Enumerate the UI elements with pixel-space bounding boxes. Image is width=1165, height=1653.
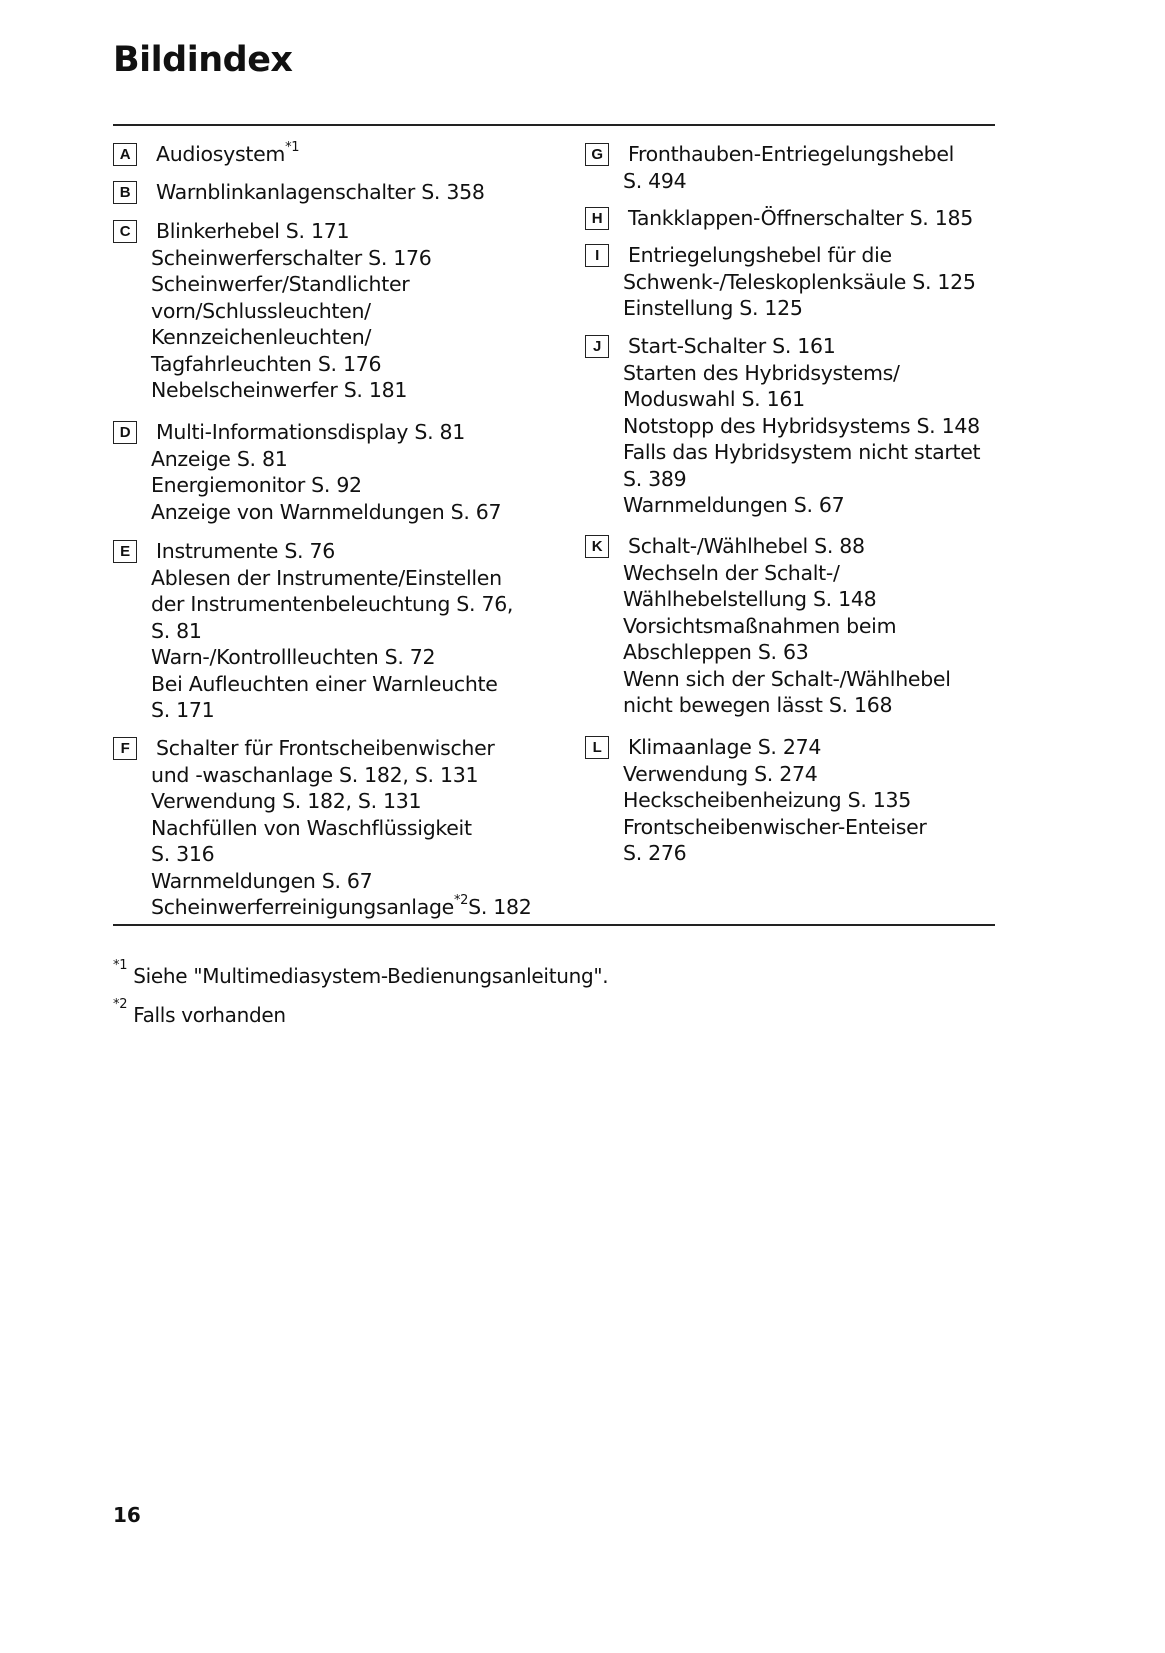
entry-text: vorn/Schlussleuchten/ (151, 298, 371, 323)
entry-text: S. 171 (151, 698, 215, 722)
entry-text: Tankklappen-Öffnerschalter S. 185 (628, 206, 973, 230)
entry-text: Verwendung S. 274 (623, 761, 818, 786)
entry-line[interactable] (585, 533, 995, 560)
page-reference: S. 182 (468, 895, 532, 919)
entry-text: Starten des Hybridsystems/ (623, 360, 900, 385)
entry-text: Fronthauben-Entriegelungshebel (628, 142, 955, 166)
entry-text: Scheinwerfer/Standlichter (151, 272, 410, 296)
index-entry-d (113, 419, 553, 525)
entry-line[interactable] (585, 413, 995, 440)
footnote-text: Falls vorhanden (127, 1003, 286, 1027)
entry-text: Entriegelungshebel für die (628, 243, 892, 267)
entry-line[interactable] (585, 814, 995, 841)
entry-text: Bei Aufleuchten einer Warnleuchte (151, 671, 498, 696)
entry-text: Anzeige S. 81 (151, 446, 288, 471)
entry-line[interactable] (113, 735, 553, 762)
entry-text: und -waschanlage S. 182, S. 131 (151, 762, 479, 787)
entry-text: Notstopp des Hybridsystems S. 148 (623, 413, 980, 438)
entry-text: Start-Schalter S. 161 (628, 334, 836, 358)
entry-line[interactable] (113, 472, 553, 499)
index-entry-g (585, 141, 995, 194)
entry-line[interactable] (113, 868, 553, 895)
footnote-1 (113, 958, 609, 988)
index-entry-i (585, 242, 995, 322)
entry-line[interactable] (113, 565, 553, 592)
letter-label-box: G (585, 143, 609, 166)
entry-text: Ablesen der Instrumente/Einstellen (151, 565, 502, 590)
index-entry-f (113, 735, 553, 921)
entry-text: Vorsichtsmaßnahmen beim (623, 613, 897, 638)
entry-line[interactable] (113, 815, 553, 842)
entry-line[interactable] (113, 644, 553, 671)
entry-text: Falls das Hybridsystem nicht startet (623, 440, 981, 464)
entry-line[interactable] (585, 639, 995, 666)
entry-text: Wenn sich der Schalt-/Wählhebel (623, 666, 951, 691)
entry-text: Warnblinkanlagenschalter S. 358 (156, 180, 485, 204)
entry-text: Instrumente S. 76 (156, 539, 335, 563)
entry-text: S. 316 (151, 842, 215, 866)
entry-line[interactable] (585, 761, 995, 788)
entry-line[interactable] (585, 734, 995, 761)
index-entry-b (113, 179, 553, 206)
entry-line[interactable] (585, 205, 995, 232)
entry-line[interactable] (585, 586, 995, 613)
entry-line[interactable] (113, 697, 553, 724)
entry-line[interactable] (585, 492, 995, 519)
letter-label-box: J (585, 335, 609, 358)
entry-text: Kennzeichenleuchten/ (151, 325, 372, 349)
footnote-reference: *2 (453, 893, 469, 908)
entry-line[interactable] (113, 245, 553, 272)
entry-line[interactable] (585, 168, 995, 195)
index-entry-e (113, 538, 553, 724)
letter-label-box: K (585, 535, 609, 558)
index-entry-a (113, 141, 553, 168)
entry-text: S. 389 (623, 466, 687, 491)
page-number: 16 (113, 1503, 141, 1527)
footnote-reference: *1 (285, 140, 300, 155)
entry-line[interactable] (113, 377, 553, 404)
entry-text: Scheinwerferreinigungsanlage (151, 895, 454, 919)
entry-text: Scheinwerferschalter S. 176 (151, 245, 432, 270)
entry-line[interactable] (113, 179, 553, 206)
index-entry-h (585, 205, 995, 232)
entry-line[interactable] (113, 671, 553, 698)
entry-text: Nachfüllen von Waschflüssigkeit (151, 815, 472, 840)
entry-line[interactable] (113, 538, 553, 565)
entry-line[interactable] (113, 218, 553, 245)
bottom-divider (113, 924, 995, 926)
entry-line[interactable] (113, 298, 553, 325)
entry-line[interactable] (113, 419, 553, 446)
entry-line[interactable] (585, 613, 995, 640)
entry-text: Nebelscheinwerfer S. 181 (151, 378, 408, 402)
index-entry-j (585, 333, 995, 519)
entry-line[interactable] (113, 446, 553, 473)
entry-text: Blinkerhebel S. 171 (156, 219, 350, 243)
index-entry-k (585, 533, 995, 719)
entry-line[interactable] (585, 692, 995, 719)
letter-label-box: D (113, 421, 137, 444)
entry-line[interactable] (113, 788, 553, 815)
entry-text: S. 494 (623, 168, 687, 193)
index-entry-l (585, 734, 995, 867)
letter-label-box: H (585, 207, 609, 230)
entry-line[interactable] (585, 466, 995, 493)
index-entry-c (113, 218, 553, 404)
entry-text: Abschleppen S. 63 (623, 640, 809, 664)
footnote-text: Siehe "Multimediasystem-Bedienungsanleitung". (127, 964, 609, 988)
entry-line[interactable] (113, 141, 553, 168)
entry-text: Energiemonitor S. 92 (151, 473, 362, 497)
entry-line[interactable] (585, 666, 995, 693)
entry-text: Schalter für Frontscheibenwischer (156, 736, 495, 760)
entry-line[interactable] (113, 591, 553, 618)
entry-text: Warnmeldungen S. 67 (623, 493, 845, 517)
entry-line[interactable] (113, 499, 553, 526)
page-title: Bildindex (113, 40, 293, 80)
entry-line[interactable] (585, 242, 995, 269)
entry-text: Tagfahrleuchten S. 176 (151, 351, 382, 376)
entry-text: Warn-/Kontrollleuchten S. 72 (151, 645, 436, 669)
entry-text: Schwenk-/Teleskoplenksäule S. 125 (623, 269, 976, 294)
entry-text: Schalt-/Wählhebel S. 88 (628, 534, 865, 558)
entry-line[interactable] (585, 560, 995, 587)
entry-text: nicht bewegen lässt S. 168 (623, 693, 893, 717)
entry-line[interactable] (585, 787, 995, 814)
entry-text: Frontscheibenwischer-Enteiser (623, 814, 927, 839)
entry-line[interactable] (585, 141, 995, 168)
entry-line[interactable] (113, 351, 553, 378)
entry-text: S. 81 (151, 618, 202, 643)
entry-text: Audiosystem (156, 142, 286, 166)
entry-text: Heckscheibenheizung S. 135 (623, 788, 911, 812)
entry-line[interactable] (585, 269, 995, 296)
letter-label-box: E (113, 540, 137, 563)
entry-line[interactable] (113, 762, 553, 789)
entry-text: Verwendung S. 182, S. 131 (151, 789, 422, 813)
entry-text: Wechseln der Schalt-/ (623, 560, 840, 585)
entry-line[interactable] (113, 324, 553, 351)
entry-text: Klimaanlage S. 274 (628, 735, 822, 759)
entry-line[interactable] (585, 439, 995, 466)
letter-label-box: F (113, 737, 137, 760)
entry-text: Anzeige von Warnmeldungen S. 67 (151, 499, 502, 524)
footnote-mark: *2 (113, 997, 128, 1012)
entry-text: Warnmeldungen S. 67 (151, 868, 373, 893)
letter-label-box: A (113, 143, 137, 166)
letter-label-box: L (585, 736, 609, 759)
letter-label-box: I (585, 244, 609, 267)
letter-label-box: B (113, 181, 137, 204)
top-divider (113, 124, 995, 126)
footnote-2 (113, 997, 286, 1027)
entry-text: Moduswahl S. 161 (623, 387, 805, 411)
entry-text: Einstellung S. 125 (623, 296, 803, 320)
footnote-mark: *1 (113, 958, 128, 973)
entry-line[interactable] (113, 894, 553, 921)
entry-line[interactable] (585, 360, 995, 387)
entry-text: Wählhebelstellung S. 148 (623, 587, 877, 611)
letter-label-box: C (113, 220, 137, 243)
entry-text: S. 276 (623, 841, 687, 865)
entry-line[interactable] (585, 386, 995, 413)
entry-line[interactable] (113, 271, 553, 298)
entry-line[interactable] (585, 840, 995, 867)
entry-line[interactable] (585, 295, 995, 322)
entry-line[interactable] (113, 841, 553, 868)
entry-line[interactable] (585, 333, 995, 360)
entry-line[interactable] (113, 618, 553, 645)
entry-text: der Instrumentenbeleuchtung S. 76, (151, 592, 514, 616)
entry-text: Multi-Informationsdisplay S. 81 (156, 420, 465, 444)
